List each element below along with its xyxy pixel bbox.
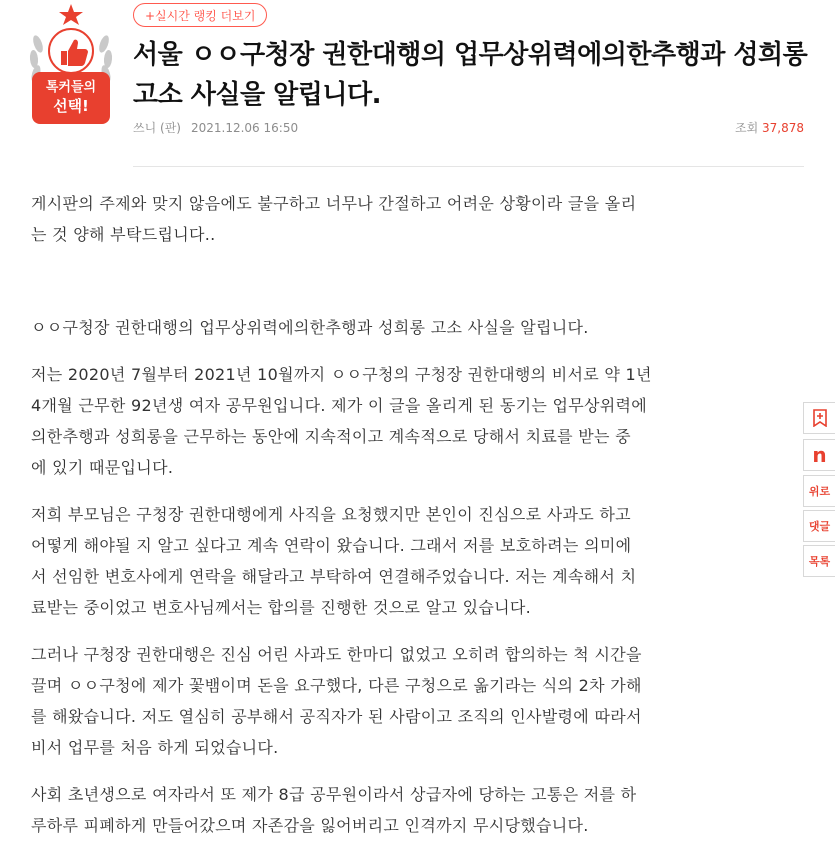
author[interactable]: 쓰니 (판) [133,121,181,135]
realtime-ranking-button[interactable]: +실시간 랭킹 더보기 [133,3,267,27]
naver-share-button[interactable] [803,439,835,471]
body-line: 루하루 피폐하게 만들어갔으며 자존감을 잃어버리고 인격까지 무시당했습니다. [31,816,589,835]
body-line: 서 선임한 변호사에게 연락을 해달라고 부탁하여 연결해주었습니다. 저는 계속해서 치 [31,567,637,586]
body-line: 게시판의 주제와 맞지 않음에도 불구하고 너무나 간절하고 어려운 상황이라 글을 올리 [31,194,637,213]
body-line: 비서 업무를 처음 하게 되었습니다. [31,738,279,757]
body-line: 에 있기 때문입니다. [31,458,174,477]
body-line: 끌며 ㅇㅇ구청에 제가 꽃뱀이며 돈을 요구했다, 다른 구청으로 옮기라는 식의 2차 가해 [31,676,642,695]
scroll-top-button[interactable]: 위로 [803,475,835,507]
body-line: 그러나 구청장 권한대행은 진심 어린 사과도 한마디 없었고 오히려 합의하는 척 시간을 [31,645,642,664]
view-label: 조회 [734,121,759,135]
body-line: 는 것 양해 부탁드립니다.. [31,225,216,244]
badge-line2: 선택! [53,97,89,115]
bookmark-button[interactable] [803,402,835,434]
body-line: 료받는 중이었고 변호사님께서는 합의를 진행한 것으로 알고 있습니다. [31,598,532,617]
body-line: 저희 부모님은 구청장 권한대행에게 사직을 요청했지만 본인이 진심으로 사과도 하고 [31,505,631,524]
body-line: 어떻게 해야될 지 알고 싶다고 계속 연락이 왔습니다. 그래서 저를 보호하려는 의미에 [31,536,632,555]
body-line: 4개월 근무한 92년생 여자 공무원입니다. 제가 이 글을 올리게 된 동기는 업무상위력에 [31,396,648,415]
comment-button[interactable]: 댓글 [803,510,835,542]
body-line: 저는 2020년 7월부터 2021년 10월까지 ㅇㅇ구청의 구청장 권한대행의 비서로 약 1년 [31,365,652,384]
body-line: 를 해왔습니다. 저도 열심히 공부해서 공직자가 된 사람이고 조직의 인사발령에 따라서 [31,707,642,726]
post-body [31,188,803,841]
naver-icon: n [812,443,827,467]
tokkers-choice-badge [28,4,114,124]
body-line: 사회 초년생으로 여자라서 또 제가 8급 공무원이라서 상급자에 당하는 고통은 저를 하 [31,785,637,804]
post-datetime: 2021.12.06 16:50 [190,120,299,135]
badge-line1: 톡커들의 [45,80,97,95]
divider [133,166,804,167]
view-count [735,119,804,136]
view-number: 37,878 [762,121,804,135]
list-button[interactable]: 목록 [803,545,835,577]
body-line: 의한추행과 성희롱을 근무하는 동안에 지속적이고 계속적으로 당해서 치료를 받는 중 [31,427,631,446]
post-meta [133,119,298,136]
post-title: 서울 ㅇㅇ구청장 권한대행의 업무상위력에의한추행과 성희롱 고소 사실을 알립니다. [133,40,808,110]
bookmark-icon [812,409,828,427]
body-heading: ㅇㅇ구청장 권한대행의 업무상위력에의한추행과 성희롱 고소 사실을 알립니다. [31,318,589,337]
